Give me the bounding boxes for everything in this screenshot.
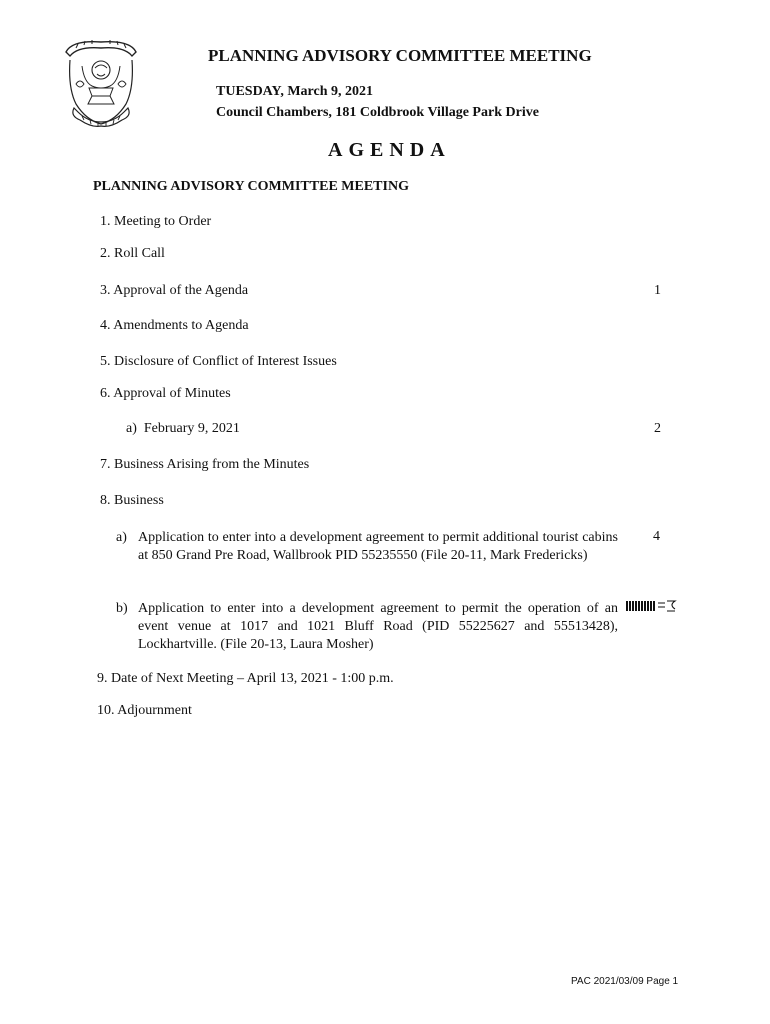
agenda-item-2 <box>100 246 165 262</box>
item-text: Amendments to Agenda <box>113 318 249 333</box>
item-text: Approval of the Agenda <box>113 283 249 298</box>
agenda-item-8 <box>100 493 164 509</box>
item-text: February 9, 2021 <box>143 421 240 436</box>
agenda-subitem-8b <box>116 600 618 656</box>
redaction-mark <box>626 601 656 611</box>
municipal-crest-logo <box>62 38 140 130</box>
item-text: Date of Next Meeting – April 13, 2021 - 1:00 p.m. <box>111 671 394 686</box>
page-number: 2 <box>654 421 661 436</box>
agenda-item-1 <box>100 214 211 230</box>
item-number: 9. <box>97 671 108 686</box>
agenda-subitem-6a <box>126 421 240 437</box>
page-footer: PAC 2021/03/09 Page 1 <box>571 976 679 987</box>
item-number: 4. <box>100 318 111 333</box>
item-number: 2. <box>100 246 111 261</box>
agenda-item-9 <box>97 671 394 687</box>
page-number: 4 <box>653 529 660 544</box>
item-text: Business Arising from the Minutes <box>114 457 310 472</box>
agenda-item-4 <box>100 318 249 334</box>
meeting-location: Council Chambers, 181 Coldbrook Village Park Drive <box>216 105 539 120</box>
item-text: Application to enter into a development agreement to permit the operation of an event venue at 1017 and 1021 Bluff Road (PID 55225627 and 55513428), Lockhartville. (File 20-13, Laura Mosher) <box>138 601 618 652</box>
item-number: b) <box>116 601 128 616</box>
item-text: Disclosure of Conflict of Interest Issues <box>114 354 337 369</box>
agenda-item-3 <box>100 283 248 299</box>
item-text: Adjournment <box>117 703 192 718</box>
page-number: 1 <box>654 283 661 298</box>
agenda-item-10 <box>97 703 192 719</box>
handwritten-mark-icon <box>657 599 677 613</box>
item-number: 8. <box>100 493 111 508</box>
item-number: 1. <box>100 214 111 229</box>
item-number: 5. <box>100 354 111 369</box>
item-number: 7. <box>100 457 111 472</box>
item-text: Business <box>114 493 164 508</box>
agenda-item-7 <box>100 457 309 473</box>
item-text: Roll Call <box>114 246 165 261</box>
item-number: 6. <box>100 386 111 401</box>
agenda-item-6 <box>100 386 231 402</box>
item-number: 3. <box>100 283 111 298</box>
item-number: 10. <box>97 703 115 718</box>
meeting-title: PLANNING ADVISORY COMMITTEE MEETING <box>208 46 592 65</box>
item-number: a) <box>126 421 137 436</box>
item-text: Approval of Minutes <box>113 386 231 401</box>
item-text: Meeting to Order <box>114 214 212 229</box>
section-title: PLANNING ADVISORY COMMITTEE MEETING <box>93 179 409 194</box>
agenda-item-5 <box>100 354 337 370</box>
item-text: Application to enter into a development agreement to permit additional tourist cabins at 850 Grand Pre Road, Wallbrook PID 55235550 (File 20-11, Mark Fredericks) <box>138 530 618 563</box>
meeting-date: TUESDAY, March 9, 2021 <box>216 84 374 99</box>
item-number: a) <box>116 530 127 545</box>
agenda-heading: AGENDA <box>328 139 451 161</box>
agenda-subitem-8a <box>116 529 618 585</box>
